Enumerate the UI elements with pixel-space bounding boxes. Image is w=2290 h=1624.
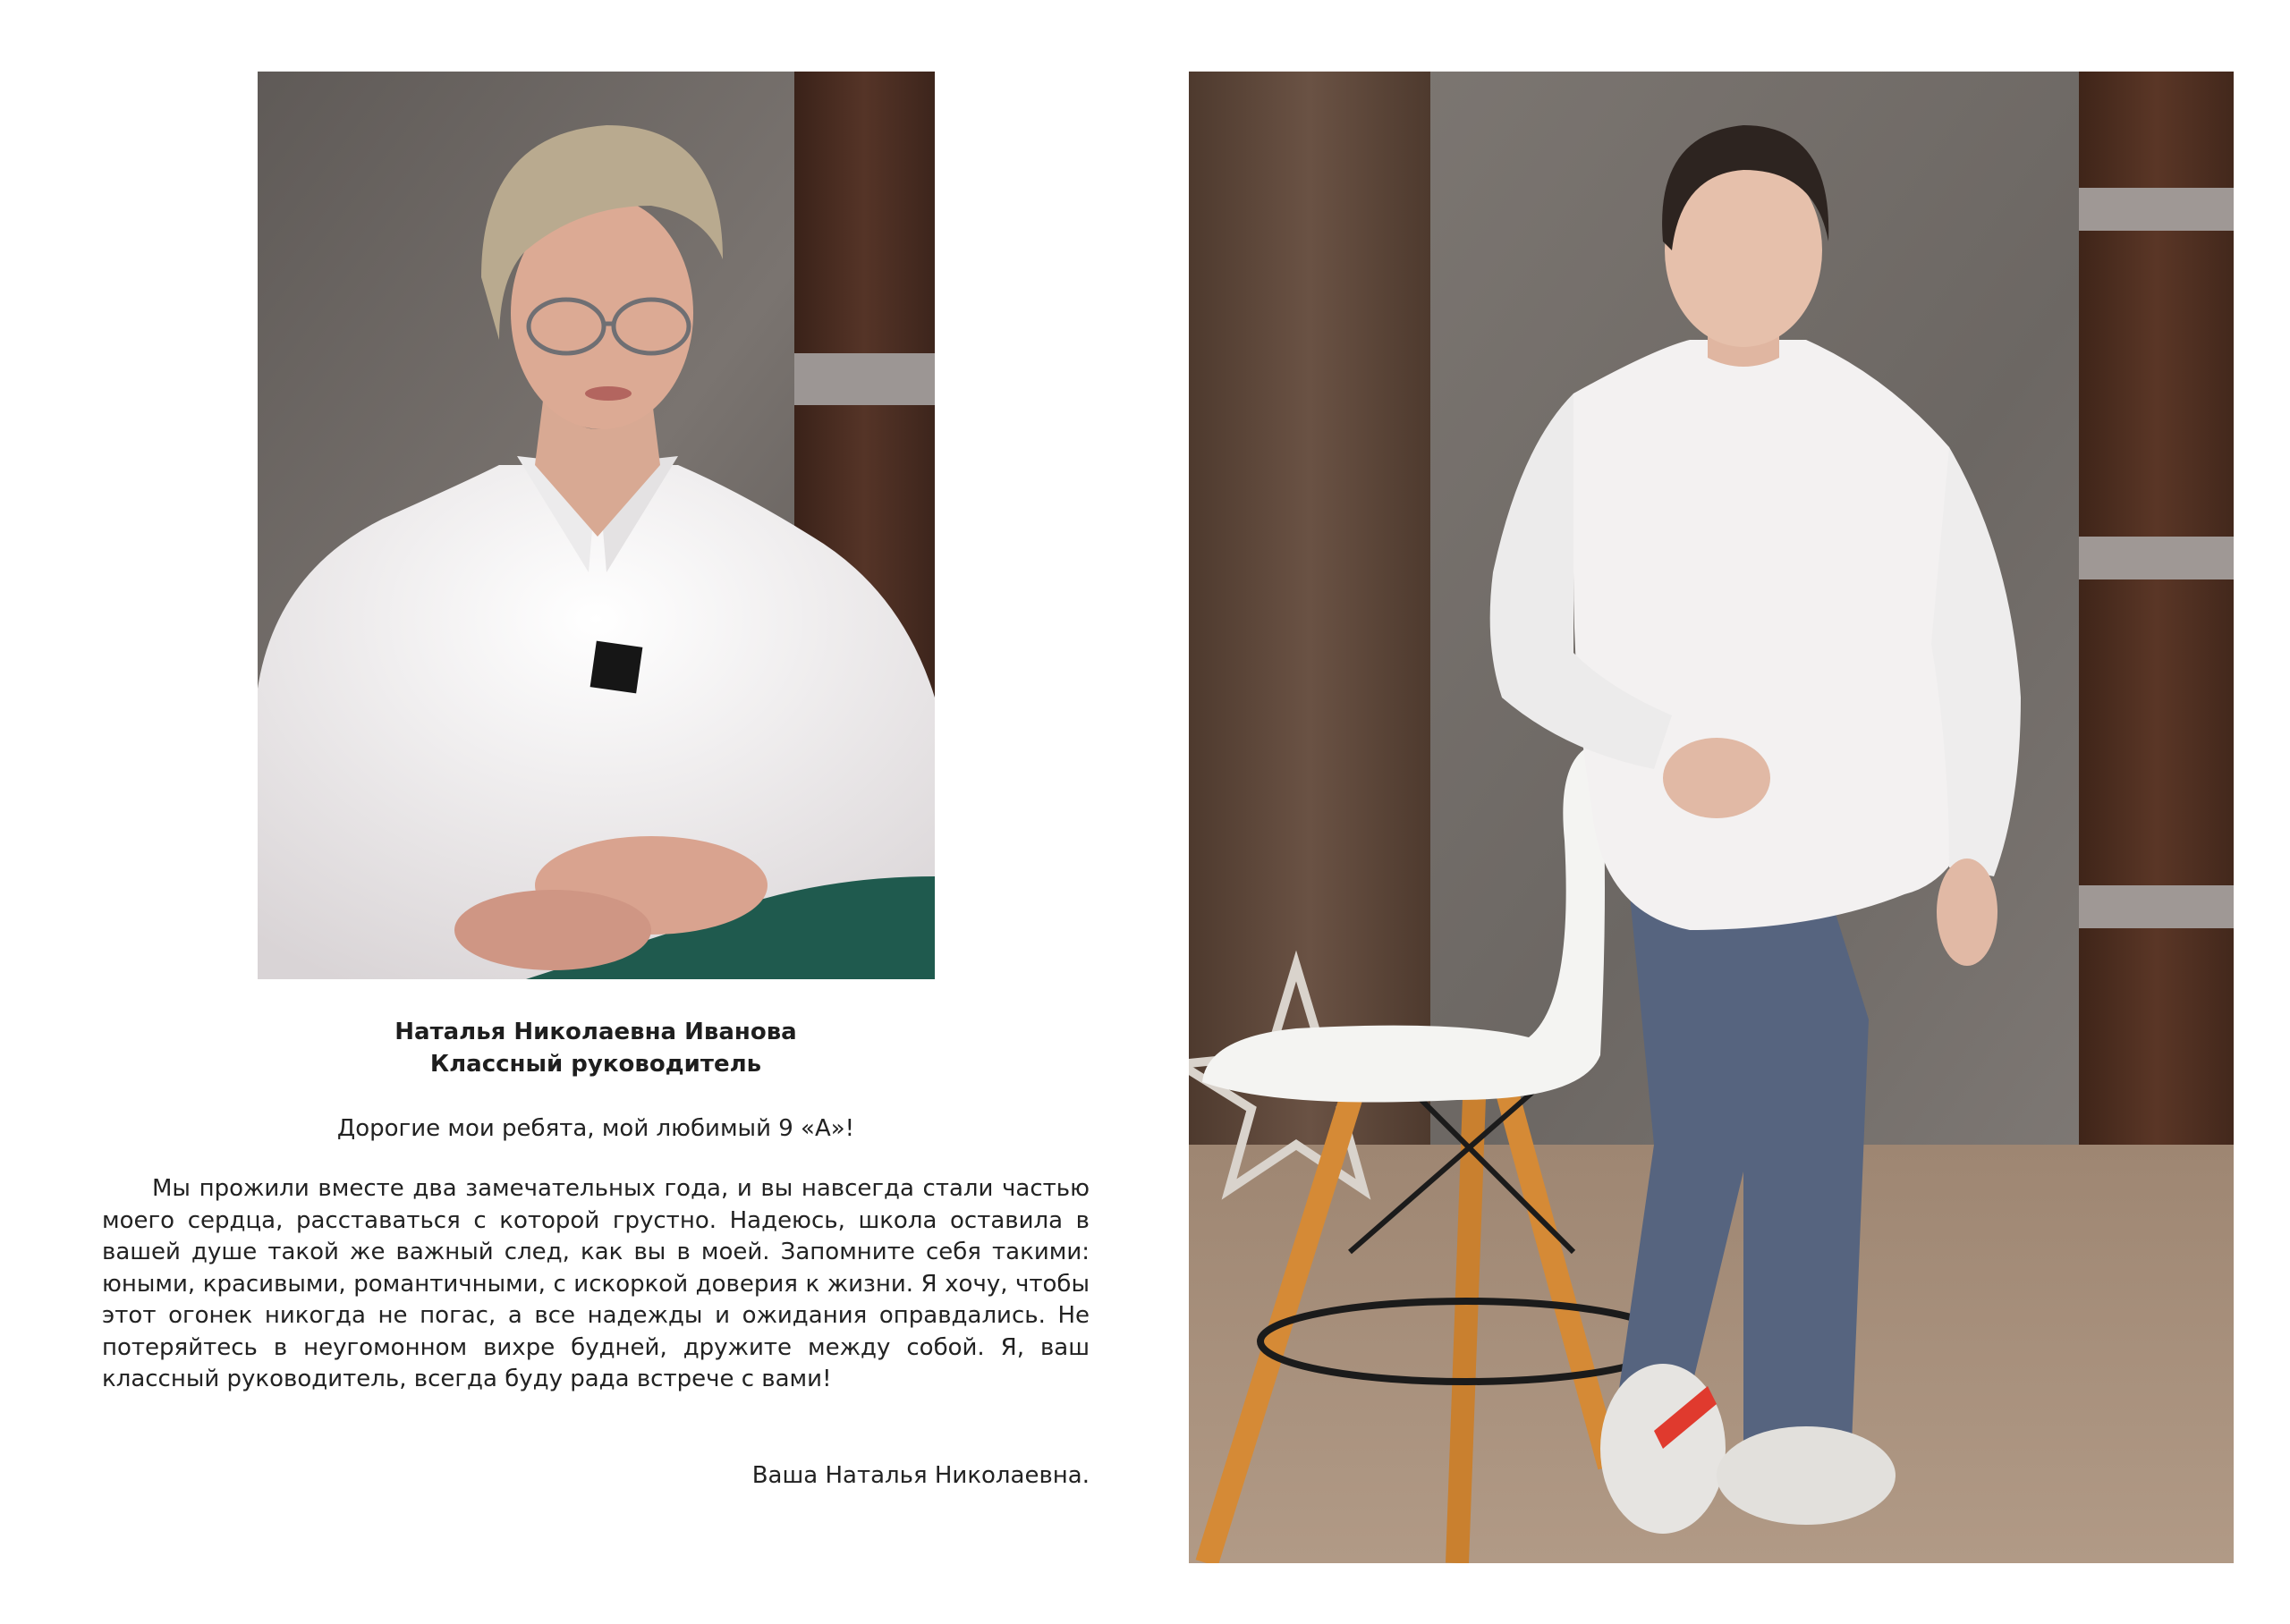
student-portrait-photo [1189, 72, 2234, 1563]
letter-greeting: Дорогие мои ребята, мой любимый 9 «А»! [336, 1115, 855, 1142]
letter-body: Мы прожили вместе два замечательных года, и вы навсегда стали частью моего сердца, расставаться с которой грустно. Надеюсь, школа оставила в вашей душе такой же важный след, как вы в моей. Запомните себя такими: юными, красивыми, романтичными, с искоркой доверия к жизни. Я хочу, чтобы этот огонек никогда не погас, а все надежды и ожидания оправдались. Не потеряйтесь в неугомонном вихре будней, дружите между собой. Я, ваш классный руководитель, всегда буду рада встрече с вами! [102, 1175, 1090, 1392]
teacher-caption [102, 1016, 1090, 1080]
teacher-portrait-photo [258, 72, 935, 979]
teacher-name: Наталья Николаевна Иванова [394, 1019, 797, 1045]
teacher-portrait-image [258, 72, 935, 979]
student-portrait-image [1189, 72, 2234, 1563]
teacher-role: Классный руководитель [429, 1051, 762, 1078]
letter-signature: Ваша Наталья Николаевна. [751, 1462, 1090, 1489]
